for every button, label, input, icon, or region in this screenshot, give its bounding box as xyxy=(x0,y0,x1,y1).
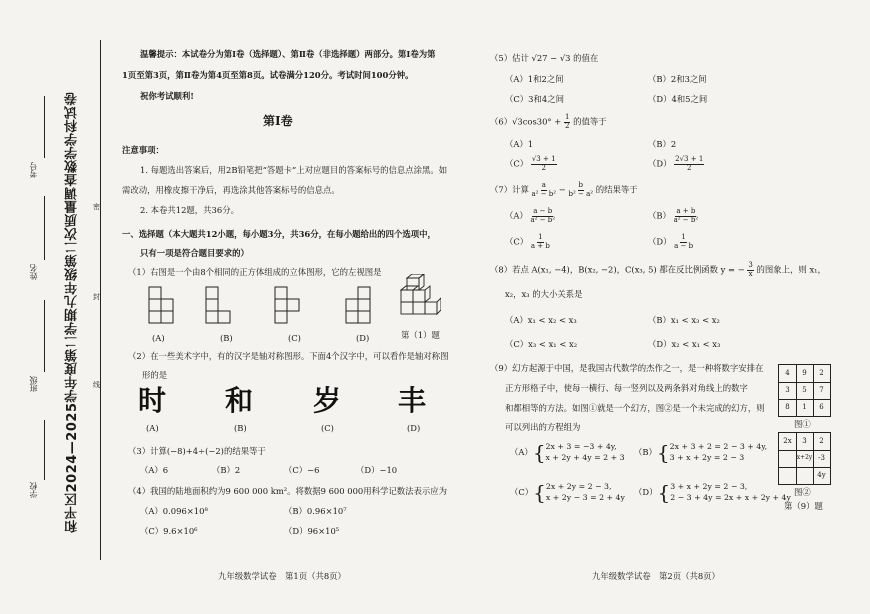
q6-option-d[interactable]: （D） $\frac{2√3 + 1}{2}$ xyxy=(648,155,704,172)
ms1-cell: 6 xyxy=(819,403,824,411)
q6-stem xyxy=(490,114,607,130)
ms1-cell: 1 xyxy=(802,403,807,411)
q8-option-b[interactable]: （B）x₁ < x₃ < x₂ xyxy=(648,315,720,325)
q2-stem-a: （2）在一些美术字中，有的汉字是轴对称图形。下面4个汉字中，可以看作是轴对称图 xyxy=(128,351,449,361)
sidebar-rule-outer xyxy=(100,40,101,560)
q1-figure-b[interactable] xyxy=(205,286,233,326)
q2-option-a[interactable]: (A) xyxy=(146,423,159,433)
q1-option-d[interactable]: (D) xyxy=(356,333,370,343)
q8-stem: （8）若点 A(x₁, −4)，B(x₂, −2)，C(x₃, 5) 都在反比例函数 y = − $\frac{3}{x}$ 的图象上，则 x₁， xyxy=(490,261,826,278)
q1-figure-a[interactable] xyxy=(148,286,176,326)
q6-stem-a: （6）√3cos30° + xyxy=(490,116,562,127)
number-field-line[interactable] xyxy=(44,96,45,158)
school-field-line[interactable] xyxy=(44,420,45,480)
seal-char-feng: 封 xyxy=(93,293,100,301)
q3-option-a[interactable]: （A）6 xyxy=(140,465,169,475)
q9-stem-d: 可以列出的方程组为 xyxy=(505,422,581,432)
attention-title: 注意事项： xyxy=(122,145,164,155)
attention-1b: 需改动，用橡皮擦干净后，再选涂其他答案标号的信息点。 xyxy=(122,185,340,195)
q9-caption: 第（9）题 xyxy=(784,501,823,511)
notice-line-3: 祝你考试顺利! xyxy=(140,91,194,101)
q8-stem-c: x₂，x₃ 的大小关系是 xyxy=(505,289,583,299)
notice-line-1: 温馨提示：本试卷分为第Ⅰ卷（选择题）、第Ⅱ卷（非选择题）两部分。第Ⅰ卷为第 xyxy=(140,49,436,59)
q9-stem-b: 正方形格子中，使每一横行、每一竖列以及两条斜对角线上的数字 xyxy=(505,383,748,393)
q1-option-b[interactable]: (B) xyxy=(220,333,233,343)
q2-char-c[interactable]: 岁 xyxy=(313,384,342,417)
q8-option-d[interactable]: （D）x₂ < x₁ < x₃ xyxy=(648,339,721,349)
q1-option-a[interactable]: (A) xyxy=(152,333,165,343)
q4-option-b[interactable]: （B）0.96×10⁷ xyxy=(284,506,347,516)
q2-option-d[interactable]: (D) xyxy=(407,423,421,433)
ms1-cell: 4 xyxy=(785,369,790,377)
q7-stem: （7）计算 $\frac{a}{\text{a² − b²}}$ − $\frac{b}{\text{b² − a²}}$ 的结果等于 xyxy=(490,181,638,198)
left-footer: 九年级数学试卷 第1页（共8页） xyxy=(218,571,346,581)
q6-stem-b: 的值等于 xyxy=(573,116,607,127)
attention-1a: 1. 每题选出答案后，用2B铅笔把“答题卡”上对应题目的答案标号的信息点涂黑。如 xyxy=(140,165,448,175)
q2-char-a[interactable]: 时 xyxy=(138,384,167,417)
attention-2: 2. 本卷共12题，共36分。 xyxy=(140,205,239,215)
q9-option-b[interactable]: （B）{2x + 3 + 2 = 2 − 3 + 4y, 3 + x + 2y = 2 − 3 xyxy=(634,440,768,465)
q1-stem: （1）右图是一个由8个相同的正方体组成的立体图形，它的左视图是 xyxy=(128,267,382,277)
section-title: 第Ⅰ卷 xyxy=(263,114,293,128)
q4-stem: （4）我国的陆地面积约为9 600 000 km²。将数据9 600 000用科学记数法表示应为 xyxy=(128,486,447,496)
q7-option-b[interactable]: （B） $\frac{a + b}{\text{a² − b²}}$ xyxy=(648,207,699,224)
class-field-line[interactable] xyxy=(44,300,45,372)
q3-option-b[interactable]: （B）2 xyxy=(212,465,241,475)
q5-option-b[interactable]: （B）2和3之间 xyxy=(648,74,707,84)
q5-option-d[interactable]: （D）4和5之间 xyxy=(648,94,708,104)
ms1-cell: 8 xyxy=(785,403,790,411)
q7-option-d[interactable]: （D） $\frac{1}{a - b}$ xyxy=(648,233,694,250)
q9-option-c[interactable]: （C）{2x + 2y = 2 − 3, x + 2y − 3 = 2 + 4y xyxy=(510,480,625,505)
q8-option-a[interactable]: （A）x₁ < x₂ < x₃ xyxy=(505,315,577,325)
ms2-cell: x+2y xyxy=(796,454,813,461)
q2-option-c[interactable]: (C) xyxy=(321,423,334,433)
school-label: 学校 xyxy=(29,482,38,498)
ms1-cell: 9 xyxy=(802,369,807,377)
q1-caption: 第（1）题 xyxy=(401,330,440,340)
q2-char-b[interactable]: 和 xyxy=(225,384,254,417)
ms2-cell: 3 xyxy=(802,437,807,445)
q1-option-c[interactable]: (C) xyxy=(288,333,301,343)
part1-title-b: 只有一项是符合题目要求的） xyxy=(140,248,249,258)
magic-square-2 xyxy=(778,432,831,485)
notice-line-2: 1页至第3页，第Ⅱ卷为第4页至第8页。试卷满分120分。考试时间100分钟。 xyxy=(122,70,414,80)
q1-figure-d[interactable] xyxy=(345,286,385,326)
q6-option-b[interactable]: （B）2 xyxy=(648,139,677,149)
magic-square-1-caption: 图① xyxy=(794,419,811,429)
q2-option-b[interactable]: (B) xyxy=(234,423,247,433)
name-label: 姓名 xyxy=(29,264,38,280)
q2-char-d[interactable]: 丰 xyxy=(398,384,427,417)
q1-figure-c[interactable] xyxy=(274,286,314,326)
ms1-cell: 2 xyxy=(819,369,824,377)
q5-option-a[interactable]: （A）1和2之间 xyxy=(505,74,564,84)
q4-option-c[interactable]: （C）9.6×10⁶ xyxy=(140,526,198,536)
ms2-cell: 2x xyxy=(783,437,792,445)
magic-square-1 xyxy=(778,364,831,417)
ms1-cell: 3 xyxy=(785,386,790,394)
ms1-cell: 7 xyxy=(819,386,824,394)
q9-stem-a: （9）幻方起源于中国，是我国古代数学的杰作之一，是一种将数字安排在 xyxy=(490,363,764,373)
q9-stem-c: 和都相等的方法。如图①就是一个幻方，图②是一个未完成的幻方，则 xyxy=(505,403,765,413)
q7-option-c[interactable]: （C） $\frac{1}{a + b}$ xyxy=(505,233,550,250)
part1-title-a: 一、选择题（本大题共12小题，每小题3分，共36分，在每小题给出的四个选项中， xyxy=(122,229,436,239)
q6-option-c[interactable]: （C） $\frac{√3 + 1}{2}$ xyxy=(505,155,556,172)
name-field-line[interactable] xyxy=(44,196,45,260)
q8-option-c[interactable]: （C）x₃ < x₁ < x₂ xyxy=(505,339,578,349)
q3-stem: （3）计算(−8)+4÷(−2)的结果等于 xyxy=(128,446,266,456)
ms1-cell: 5 xyxy=(802,386,807,394)
q9-option-d[interactable]: （D）{3 + x + 2y = 2 − 3, 2 − 3 + 4y = 2x + x + 2y + 4y xyxy=(634,480,791,505)
number-label: 考号 xyxy=(29,162,38,178)
q6-half-fraction: $\frac{1}{2}$ xyxy=(564,113,570,130)
q4-option-a[interactable]: （A）0.096×10⁸ xyxy=(140,506,208,516)
right-footer: 九年级数学试卷 第2页（共8页） xyxy=(592,571,720,581)
magic-square-2-caption: 图② xyxy=(794,487,811,497)
seal-char-mi: 密 xyxy=(93,203,100,211)
q7-option-a[interactable]: （A） $\frac{a - b}{\text{a² − b²}}$ xyxy=(505,207,556,224)
q3-option-c[interactable]: （C）−6 xyxy=(284,465,320,475)
q3-option-d[interactable]: （D）−10 xyxy=(356,465,398,475)
ms2-cell: 2 xyxy=(819,437,824,445)
q5-stem: （5）估计 √27 − √3 的值在 xyxy=(490,53,599,63)
q2-stem-b: 形的是 xyxy=(142,370,168,380)
q9-option-a[interactable]: （A）{2x + 3 = −3 + 4y, x + 2y + 4y = 2 + 3 xyxy=(510,440,625,465)
q6-option-a[interactable]: （A）1 xyxy=(505,139,534,149)
q1-cube-figure xyxy=(397,274,441,328)
exam-title-vertical: 和平区2024—2025学年度第二学期九年级第二次质量调查数学学科试卷 xyxy=(65,92,80,533)
class-label: 班级 xyxy=(29,376,38,392)
q5-option-c[interactable]: （C）3和4之间 xyxy=(505,94,564,104)
q4-option-d[interactable]: （D）96×10⁵ xyxy=(284,526,340,536)
ms2-cell: 4y xyxy=(817,471,826,479)
ms2-cell: -3 xyxy=(818,454,825,462)
seal-char-xian: 线 xyxy=(93,381,100,389)
